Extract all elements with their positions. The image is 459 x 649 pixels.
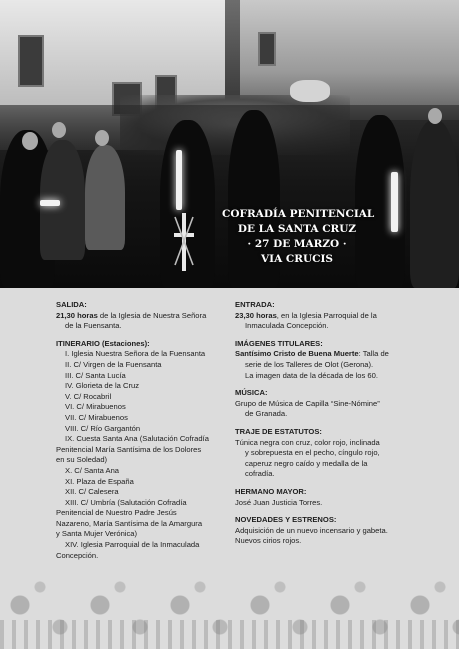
entrada-line-2: Inmaculada Concepción. [245,321,329,331]
station-item-cont: Concepción. [56,550,99,560]
title-line-4: VIA CRUCIS [261,253,333,265]
title-date: · 27 DE MARZO · [247,238,347,250]
station-item: V. C/ Rocabril [65,391,112,401]
cross-emblem-icon [172,211,196,273]
station-item: VIII. C/ Río Gargantón [65,423,141,433]
photo-figure [85,145,125,250]
station-item-cont: Penitencial de Nuestro Padre Jesús [56,508,177,518]
hermano-text: José Juan Justicia Torres. [235,497,323,507]
photo-candle [176,150,182,210]
musica-line-2: de Granada. [245,409,288,419]
imagenes-line-1 [235,349,407,360]
station-item-cont: Penitencial María Santísima de los Dolores [56,444,202,454]
traje-line: y sobrepuesta en el pecho, cíngulo rojo, [245,448,380,458]
novedades-heading: NOVEDADES Y ESTRENOS: [235,515,337,525]
title-line-1: COFRADÍA PENITENCIAL [222,208,375,220]
musica-heading: MÚSICA: [235,388,268,398]
photo-face [22,132,38,150]
entrada-heading: ENTRADA: [235,300,275,309]
lace-fringe-decoration [0,620,459,649]
station-item: XIII. C/ Umbría (Salutación Cofradía [65,497,187,507]
salida-line-2: de la Fuensanta. [65,321,122,331]
station-item-cont: y Santa Mujer Verónica) [56,529,138,539]
left-column [56,300,221,561]
salida-text-1: de la Iglesia de Nuestra Señora [97,310,207,320]
traje-line: Túnica negra con cruz, color rojo, inclinada [235,437,380,447]
salida-line-1 [56,311,221,322]
station-item: II. C/ Virgen de la Fuensanta [65,359,162,369]
station-item-cont: en su Soledad) [56,455,108,465]
novedades-line-2: Nuevos cirios rojos. [235,536,302,546]
photo-window [18,35,44,87]
station-item: VI. C/ Mirabuenos [65,402,126,412]
station-item: X. C/ Santa Ana [65,465,120,475]
title-line-2: DE LA SANTA CRUZ [237,223,357,235]
station-item: III. C/ Santa Lucía [65,370,126,380]
traje-heading: TRAJE DE ESTATUTOS: [235,426,322,436]
entrada-line-1 [235,311,407,322]
station-item: VII. C/ Mirabuenos [65,412,128,422]
photo-candle [391,172,398,232]
station-item: IV. Glorieta de la Cruz [65,381,140,391]
entrada-text-1: , en la Iglesia Parroquial de la [276,310,377,320]
imagenes-line-2: serie de los Talleres de Olot (Gerona). [245,359,374,369]
hermano-heading: HERMANO MAYOR: [235,486,307,496]
photo-candle [40,200,60,206]
station-item: XIV. Iglesia Parroquial de la Inmaculada [65,540,200,550]
novedades-line-1: Adquisición de un nuevo incensario y gabeta. [235,525,388,535]
imagenes-text-1: : Talla de [358,349,389,359]
station-item: I. Iglesia Nuestra Señora de la Fuensanta [65,349,206,359]
photo-face [52,122,66,138]
station-item: XI. Plaza de España [65,476,134,486]
station-item: IX. Cuesta Santa Ana (Salutación Cofradía [65,434,209,444]
entrada-time: 23,30 horas [235,310,277,320]
station-item-cont: Nazareno, María Santísima de la Amargura [56,518,203,528]
salida-time: 21,30 horas [56,310,98,320]
photo-christ-image [290,80,330,102]
salida-heading: SALIDA: [56,300,87,309]
imagenes-title: Santísimo Cristo de Buena Muerte [235,349,359,359]
right-column [235,300,407,547]
photo-face [428,108,442,124]
imagenes-heading: IMÁGENES TITULARES: [235,338,323,348]
photo-window [258,32,276,66]
event-title [222,203,375,281]
traje-line: cofradía. [245,469,275,479]
itinerario-heading: ITINERARIO (Estaciones): [56,338,150,348]
photo-figure [410,120,459,288]
procession-photo [0,0,459,288]
traje-line: caperuz negro caído y medalla de la [245,458,368,468]
station-item: XII. C/ Calesera [65,487,119,497]
photo-face [95,130,109,146]
musica-line-1: Grupo de Música de Capilla “Sine-Nómine” [235,398,380,408]
imagenes-line-3: La imagen data de la década de los 60. [245,370,378,380]
